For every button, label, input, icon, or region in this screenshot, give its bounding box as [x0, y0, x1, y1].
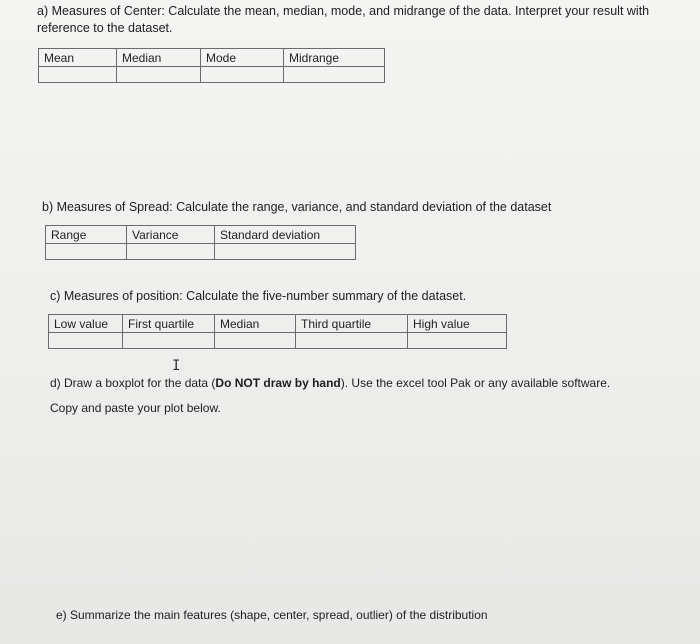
third-quartile-answer-cell[interactable] [296, 333, 408, 349]
range-header: Range [46, 226, 127, 244]
standard-deviation-header: Standard deviation [215, 226, 356, 244]
question-d-prompt: d) Draw a boxplot for the data (Do NOT draw by hand). Use the excel tool Pak or any available software. [50, 376, 611, 390]
third-quartile-header: Third quartile [296, 315, 408, 333]
first-quartile-header: First quartile [123, 315, 215, 333]
boxplot-paste-area[interactable] [48, 425, 648, 595]
question-c-prompt: c) Measures of position: Calculate the five-number summary of the dataset. [50, 289, 467, 303]
standard-deviation-answer-cell[interactable] [215, 244, 356, 260]
median-header: Median [117, 49, 201, 67]
low-value-header: Low value [49, 315, 123, 333]
mean-header: Mean [39, 49, 117, 67]
spread-measures-table [45, 225, 356, 260]
question-b-prompt: b) Measures of Spread: Calculate the range, variance, and standard deviation of the dataset [42, 200, 552, 214]
high-value-header: High value [408, 315, 507, 333]
five-number-summary-table [48, 314, 507, 349]
question-a-prompt: a) Measures of Center: Calculate the mean, median, mode, and midrange of the data. Interpret your result with reference to the dataset. [37, 4, 650, 35]
mode-header: Mode [201, 49, 284, 67]
answer-row [49, 333, 507, 349]
mode-answer-cell[interactable] [201, 67, 284, 83]
mean-answer-cell[interactable] [39, 67, 117, 83]
range-answer-cell[interactable] [46, 244, 127, 260]
center-measures-table [38, 48, 385, 83]
low-value-answer-cell[interactable] [49, 333, 123, 349]
answer-row [46, 244, 356, 260]
midrange-answer-cell[interactable] [284, 67, 385, 83]
variance-answer-cell[interactable] [127, 244, 215, 260]
table-header-row [46, 226, 356, 244]
high-value-answer-cell[interactable] [408, 333, 507, 349]
median-answer-cell[interactable] [117, 67, 201, 83]
table-header-row [39, 49, 385, 67]
table-header-row [49, 315, 507, 333]
text-cursor-icon: I [172, 358, 181, 374]
variance-header: Variance [127, 226, 215, 244]
question-d-instruction: Copy and paste your plot below. [50, 401, 221, 415]
do-not-draw-by-hand-emphasis: Do NOT draw by hand [215, 376, 341, 390]
answer-row [39, 67, 385, 83]
median-answer-cell[interactable] [215, 333, 296, 349]
question-e-prompt: e) Summarize the main features (shape, center, spread, outlier) of the distribution [56, 608, 488, 622]
first-quartile-answer-cell[interactable] [123, 333, 215, 349]
midrange-header: Midrange [284, 49, 385, 67]
median-header: Median [215, 315, 296, 333]
